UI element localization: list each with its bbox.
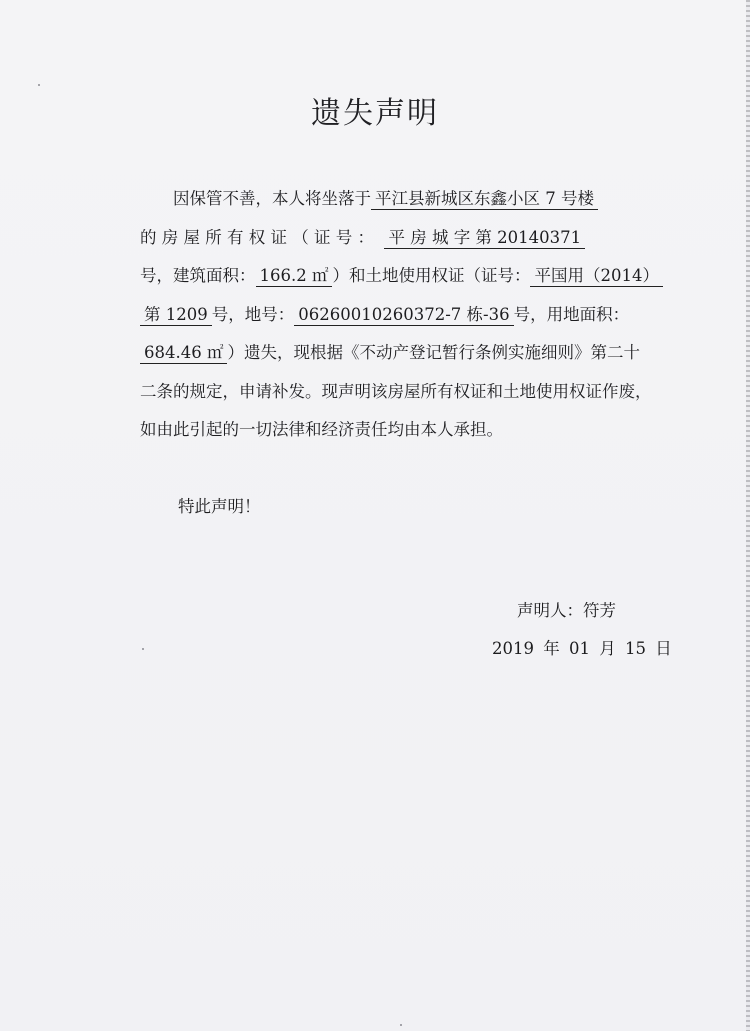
- line1-prefix: 因保管不善，本人将坐落于: [173, 189, 371, 208]
- building-area: 166.2 ㎡: [256, 266, 333, 287]
- declaration-date: 2019 年 01 月 15 日: [492, 639, 672, 658]
- line4-suffix: 号，用地面积：: [513, 304, 630, 324]
- closing-phrase: 特此声明！: [178, 497, 261, 516]
- scan-edge: [746, 0, 750, 1031]
- body-line-2: [140, 219, 660, 258]
- declarant-signature: 声明人：符芳: [517, 601, 616, 620]
- body-line-3: [140, 257, 660, 296]
- parcel-number: 06260010260372-7 栋-36: [294, 305, 513, 326]
- line3-prefix: 号，建筑面积：: [140, 266, 256, 285]
- land-area: 684.46 ㎡: [140, 343, 227, 364]
- line5-suffix: ）遗失，现根据《不动产登记暂行条例实施细则》第二十: [227, 343, 640, 362]
- line3-mid: ）和土地使用权证（证号：: [332, 266, 531, 285]
- line2-prefix: 的 房 屋 所 有 权 证 （ 证 号 ：: [140, 227, 374, 247]
- scan-speck: [142, 648, 144, 650]
- body-line-5: [140, 334, 660, 373]
- body-line-4: [140, 296, 660, 335]
- property-address: 平江县新城区东鑫小区 7 号楼: [371, 189, 598, 210]
- house-certificate-number: 平 房 城 字 第 20140371: [384, 228, 585, 249]
- document-title: 遗失声明: [311, 96, 439, 131]
- scan-speck: [38, 84, 40, 86]
- land-certificate-part2: 第 1209: [140, 305, 212, 326]
- line4-mid: 号，地号：: [211, 304, 295, 324]
- body-line-6: 二条的规定，申请补发。现声明该房屋所有权证和土地使用权证作废，: [140, 381, 652, 401]
- scan-speck: [400, 1024, 402, 1026]
- statement-body: [140, 180, 660, 450]
- land-certificate-part1: 平国用（2014）: [530, 266, 663, 287]
- body-line-7: 如由此引起的一切法律和经济责任均由本人承担。: [140, 420, 503, 439]
- body-line-1: [140, 180, 660, 219]
